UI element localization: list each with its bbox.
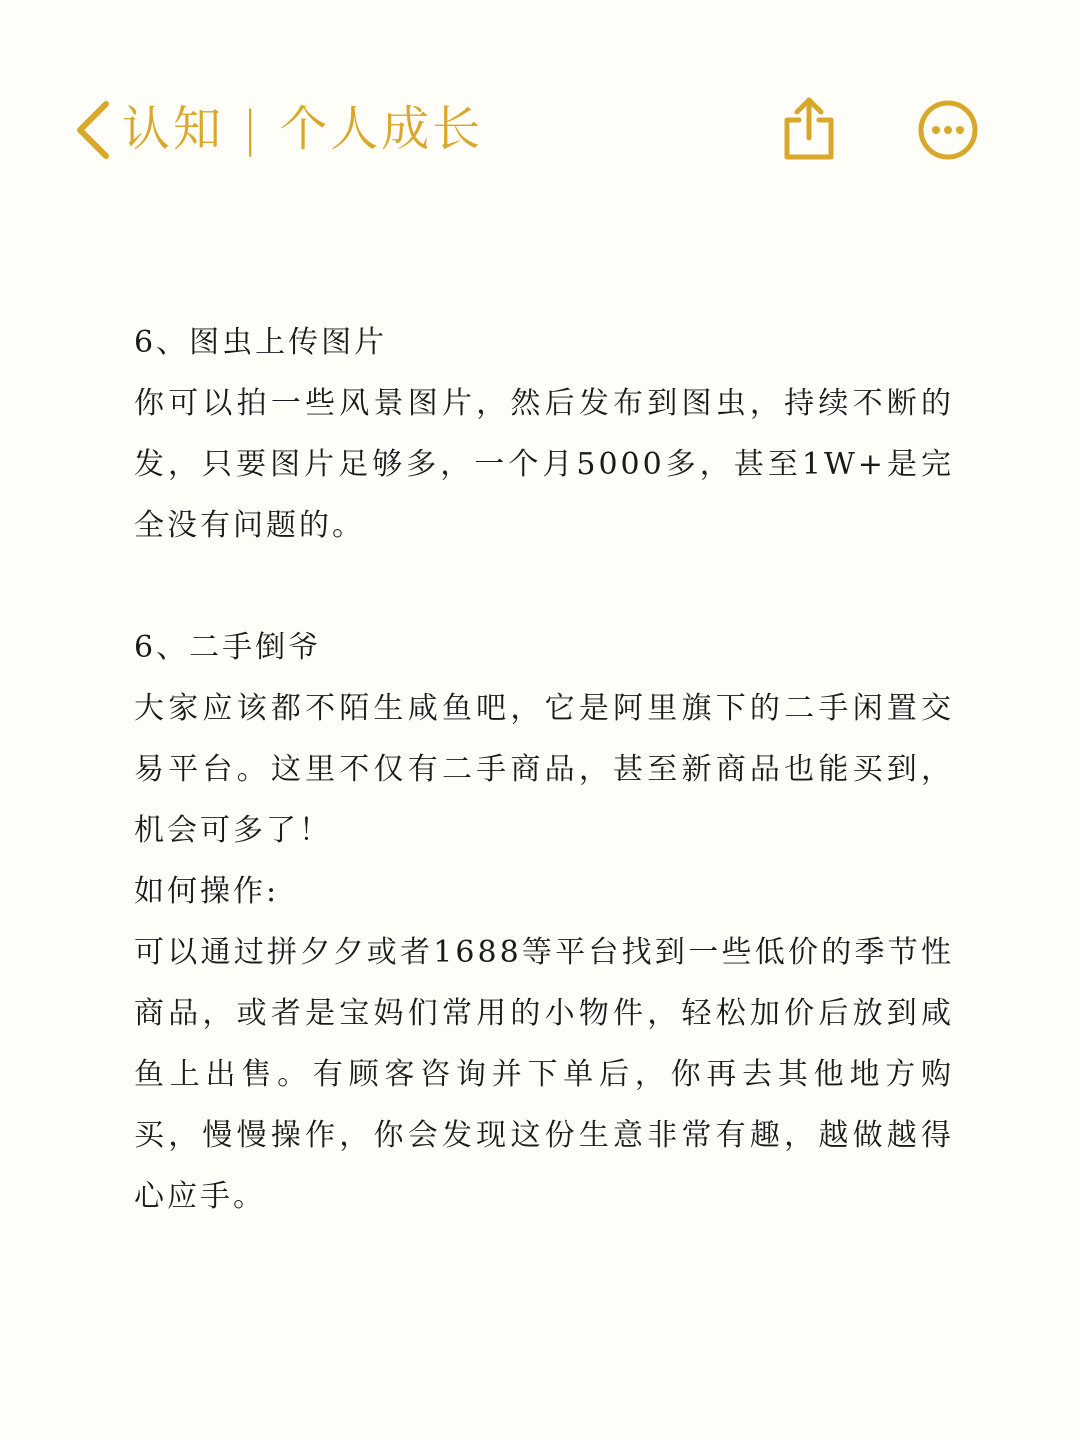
- nav-subtitle: 个人成长: [279, 101, 484, 157]
- article-content: [134, 312, 954, 1227]
- howto-body: 可以通过拼夕夕或者1688等平台找到一些低价的季节性商品，或者是宝妈们常用的小物件，轻松加价后放到咸鱼上出售。有顾客咨询并下单后，你再去其他地方购买，慢慢操作，你会发现这份生意非常有趣，越做越得心应手。: [134, 935, 954, 1214]
- section-body: 大家应该都不陌生咸鱼吧，它是阿里旗下的二手闲置交易平台。这里不仅有二手商品，甚至新商品也能买到，机会可多了！: [134, 691, 954, 848]
- back-button[interactable]: [72, 98, 116, 162]
- chevron-left-icon: [72, 98, 116, 162]
- share-button[interactable]: [780, 96, 838, 162]
- section-heading: 6、二手倒爷: [134, 630, 322, 665]
- nav-title: 认知: [122, 101, 225, 157]
- section-heading: 6、图虫上传图片: [134, 325, 388, 360]
- section-body: 你可以拍一些风景图片，然后发布到图虫，持续不断的发，只要图片足够多，一个月5000多，甚至1W+是完全没有问题的。: [134, 386, 954, 543]
- navigation-bar: [0, 92, 1080, 168]
- more-button[interactable]: [916, 98, 980, 162]
- nav-title-separator: |: [242, 101, 262, 157]
- share-icon: [780, 96, 838, 162]
- howto-label: 如何操作:: [134, 874, 280, 909]
- nav-title-group[interactable]: [122, 96, 483, 162]
- section-spacer: [134, 556, 954, 617]
- more-horizontal-icon: [916, 98, 980, 162]
